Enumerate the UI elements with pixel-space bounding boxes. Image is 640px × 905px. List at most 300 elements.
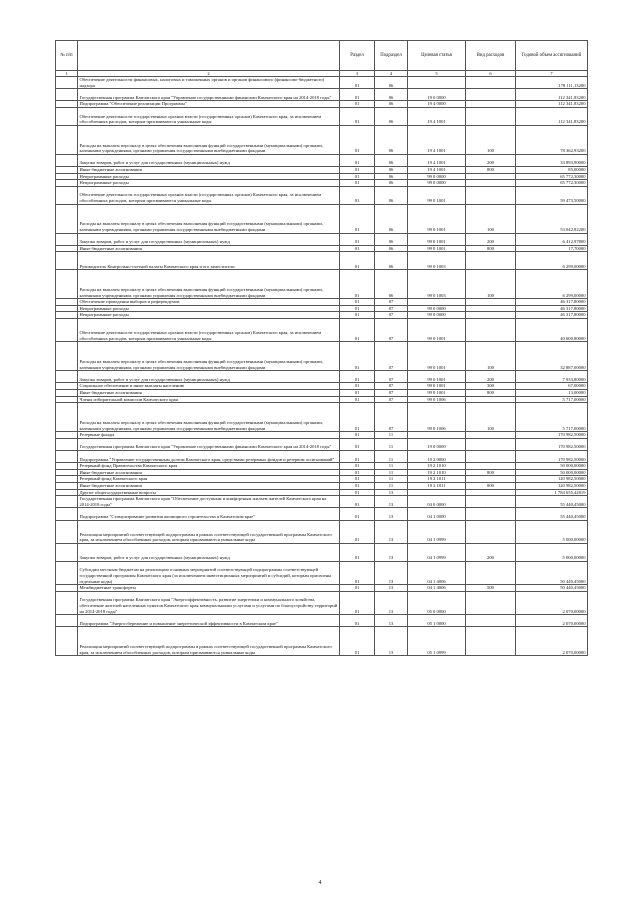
cell-amount: 178 111,13200 xyxy=(516,77,588,89)
cell-name: Обеспечение деятельности финансовых, налоговых и таможенных органов и органов финансового (финансово-бюджетного) надзора xyxy=(78,77,340,89)
table-row xyxy=(56,520,588,543)
cell-number xyxy=(56,245,78,252)
cell-razdel: 01 xyxy=(340,312,375,319)
cell-number xyxy=(56,312,78,319)
cell-podrazdel: 06 xyxy=(375,186,408,204)
cell-name: Обеспечение деятельности государственных органов власти (государственных органов) Камчатского края, за исключением обособленных расходов, которым присваиваются уникальные коды xyxy=(78,186,340,204)
header-name xyxy=(78,41,340,71)
cell-podrazdel: 06 xyxy=(375,125,408,154)
cell-razdel: 01 xyxy=(340,299,375,306)
cell-razdel: 01 xyxy=(340,432,375,439)
cell-name: Непрограммные расходы xyxy=(78,180,340,187)
cell-expense-type: 200 xyxy=(466,371,516,383)
cell-amount: 50 000,00000 xyxy=(516,463,588,470)
cell-target-article: 99 0 1001 xyxy=(408,233,466,245)
cell-podrazdel: 13 xyxy=(375,508,408,520)
cell-target-article: 19 2 1010 xyxy=(408,469,466,476)
cell-podrazdel: 06 xyxy=(375,173,408,180)
table-row xyxy=(56,438,588,450)
cell-number xyxy=(56,463,78,470)
table-row xyxy=(56,403,588,432)
cell-razdel: 01 xyxy=(340,585,375,592)
cell-expense-type xyxy=(466,252,516,270)
cell-number xyxy=(56,318,78,341)
column-number: 3 xyxy=(340,71,375,77)
cell-razdel: 01 xyxy=(340,180,375,187)
cell-amount: 112 341,83200 xyxy=(516,89,588,101)
cell-razdel: 01 xyxy=(340,305,375,312)
cell-amount: 112 341,83200 xyxy=(516,101,588,108)
cell-razdel: 01 xyxy=(340,508,375,520)
cell-podrazdel: 11 xyxy=(375,476,408,483)
table-row xyxy=(56,476,588,483)
cell-expense-type: 200 xyxy=(466,154,516,166)
cell-target-article: 99 0 1001 xyxy=(408,245,466,252)
cell-name: Иные бюджетные ассигнования xyxy=(78,245,340,252)
cell-number xyxy=(56,77,78,89)
cell-amount: 59 473,50000 xyxy=(516,186,588,204)
cell-expense-type xyxy=(466,476,516,483)
cell-expense-type xyxy=(466,627,516,656)
cell-razdel: 01 xyxy=(340,543,375,561)
cell-name: Расходы на выплаты персоналу в целях обеспечения выполнения функций государственными (муниципальными) органами, казенными учреждениями, органами управления государственными внебюджетными фондами xyxy=(78,270,340,299)
cell-target-article: 99 0 1001 xyxy=(408,186,466,204)
table-row xyxy=(56,204,588,233)
cell-name: Расходы на выплаты персоналу в целях обеспечения выполнения функций государственными (муниципальными) органами, казенными учреждениями, органами управления государственными внебюджетными фондами xyxy=(78,403,340,432)
cell-name: Закупка товаров, работ и услуг для государственных (муниципальных) нужд xyxy=(78,154,340,166)
cell-podrazdel: 06 xyxy=(375,180,408,187)
cell-amount: 5 000,00000 xyxy=(516,520,588,543)
cell-razdel: 01 xyxy=(340,186,375,204)
cell-number xyxy=(56,627,78,656)
cell-number xyxy=(56,543,78,561)
cell-target-article: 99 0 1001 xyxy=(408,342,466,371)
table-row xyxy=(56,318,588,341)
cell-number xyxy=(56,615,78,627)
cell-amount: 1 784 655,42819 xyxy=(516,489,588,496)
cell-podrazdel: 13 xyxy=(375,561,408,584)
cell-podrazdel: 07 xyxy=(375,299,408,306)
cell-expense-type xyxy=(466,299,516,306)
table-row xyxy=(56,89,588,101)
cell-number xyxy=(56,107,78,125)
cell-razdel: 01 xyxy=(340,101,375,108)
cell-expense-type: 800 xyxy=(466,469,516,476)
cell-expense-type xyxy=(466,438,516,450)
cell-razdel: 01 xyxy=(340,233,375,245)
cell-name: Другие общегосударственные вопросы xyxy=(78,489,340,496)
cell-expense-type xyxy=(466,432,516,439)
cell-amount: 2 070,00000 xyxy=(516,615,588,627)
cell-name: Иные бюджетные ассигнования xyxy=(78,390,340,397)
cell-amount: 7 933,80000 xyxy=(516,371,588,383)
cell-razdel: 01 xyxy=(340,252,375,270)
cell-expense-type xyxy=(466,77,516,89)
cell-number xyxy=(56,233,78,245)
cell-podrazdel: 07 xyxy=(375,390,408,397)
cell-number xyxy=(56,489,78,496)
cell-amount: 65 772,30000 xyxy=(516,173,588,180)
column-number: 1 xyxy=(56,71,78,77)
cell-target-article: 19 4 0000 xyxy=(408,101,466,108)
cell-podrazdel: 13 xyxy=(375,520,408,543)
cell-expense-type xyxy=(466,508,516,520)
cell-podrazdel: 07 xyxy=(375,305,408,312)
cell-expense-type: 800 xyxy=(466,483,516,490)
cell-expense-type: 100 xyxy=(466,125,516,154)
table-row xyxy=(56,463,588,470)
cell-name: Реализация мероприятий соответствующей подпрограммы в рамках соответствующей государственной программы Камчатского края, за исключением обособленных расходов, которым присваиваются уникальные коды xyxy=(78,627,340,656)
cell-name: Расходы на выплаты персоналу в целях обеспечения выполнения функций государственными (муниципальными) органами, казенными учреждениями, органами управления государственными внебюджетными фондами xyxy=(78,125,340,154)
cell-target-article: 04 1 4006 xyxy=(408,561,466,584)
cell-expense-type xyxy=(466,561,516,584)
cell-expense-type xyxy=(466,451,516,463)
table-row xyxy=(56,252,588,270)
cell-podrazdel: 06 xyxy=(375,204,408,233)
table-row xyxy=(56,305,588,312)
cell-podrazdel: 11 xyxy=(375,451,408,463)
cell-razdel: 01 xyxy=(340,245,375,252)
budget-table xyxy=(55,40,588,656)
cell-podrazdel: 13 xyxy=(375,591,408,614)
header-annual-amount: Годовой объем ассигнований xyxy=(516,41,588,71)
cell-number xyxy=(56,383,78,390)
cell-number xyxy=(56,508,78,520)
cell-target-article: 99 0 0000 xyxy=(408,173,466,180)
cell-amount: 170 982,50000 xyxy=(516,438,588,450)
cell-target-article: 19 4 1001 xyxy=(408,166,466,173)
cell-name: Обеспечение деятельности государственных органов власти (государственных органов) Камчатского края, за исключением обособленных расходов, которым присваиваются уникальные коды xyxy=(78,318,340,341)
cell-razdel: 01 xyxy=(340,463,375,470)
cell-amount: 40 600,80000 xyxy=(516,318,588,341)
cell-podrazdel: 13 xyxy=(375,585,408,592)
cell-razdel: 01 xyxy=(340,390,375,397)
cell-amount: 46 317,80000 xyxy=(516,312,588,319)
table-row xyxy=(56,390,588,397)
cell-razdel: 01 xyxy=(340,520,375,543)
cell-target-article: 99 0 1001 xyxy=(408,383,466,390)
table-row xyxy=(56,615,588,627)
cell-amount: 120 982,50000 xyxy=(516,476,588,483)
table-row xyxy=(56,585,588,592)
cell-amount: 50 440,45000 xyxy=(516,561,588,584)
cell-podrazdel: 11 xyxy=(375,483,408,490)
cell-razdel: 01 xyxy=(340,204,375,233)
table-row xyxy=(56,173,588,180)
cell-amount: 33 893,90000 xyxy=(516,154,588,166)
cell-target-article: 99 0 1006 xyxy=(408,403,466,432)
table-row xyxy=(56,383,588,390)
cell-amount: 55 440,45000 xyxy=(516,496,588,508)
cell-name: Непрограммные расходы xyxy=(78,312,340,319)
cell-target-article: 19 0 0000 xyxy=(408,438,466,450)
cell-target-article: 05 1 0000 xyxy=(408,615,466,627)
cell-amount: 85,00000 xyxy=(516,166,588,173)
cell-amount: 46 317,80000 xyxy=(516,299,588,306)
cell-podrazdel: 07 xyxy=(375,312,408,319)
cell-expense-type: 800 xyxy=(466,390,516,397)
cell-amount: 50 000,00000 xyxy=(516,469,588,476)
table-row xyxy=(56,166,588,173)
cell-expense-type: 100 xyxy=(466,342,516,371)
cell-number xyxy=(56,299,78,306)
table-row xyxy=(56,451,588,463)
cell-number xyxy=(56,591,78,614)
cell-expense-type: 800 xyxy=(466,166,516,173)
cell-target-article: 99 0 1003 xyxy=(408,270,466,299)
cell-expense-type xyxy=(466,520,516,543)
cell-number xyxy=(56,469,78,476)
table-row xyxy=(56,469,588,476)
cell-podrazdel: 06 xyxy=(375,107,408,125)
cell-razdel: 01 xyxy=(340,469,375,476)
cell-name: Обеспечение деятельности государственных органов власти (государственных органов) Камчатского края, за исключением обособленных расходов, которым присваиваются уникальные коды xyxy=(78,107,340,125)
cell-razdel: 01 xyxy=(340,342,375,371)
table-body xyxy=(56,77,588,656)
cell-name: Резервный фонд Камчатского края xyxy=(78,476,340,483)
cell-razdel: 01 xyxy=(340,476,375,483)
cell-target-article: 19 0 0000 xyxy=(408,89,466,101)
header-razdel: Раздел xyxy=(340,41,375,71)
cell-target-article: 99 0 0000 xyxy=(408,180,466,187)
cell-number xyxy=(56,125,78,154)
cell-amount: 46 317,80000 xyxy=(516,305,588,312)
cell-amount: 65 772,30000 xyxy=(516,180,588,187)
cell-number xyxy=(56,154,78,166)
column-number: 4 xyxy=(375,71,408,77)
cell-razdel: 01 xyxy=(340,591,375,614)
table-row xyxy=(56,342,588,371)
cell-amount: 5 717,00000 xyxy=(516,396,588,403)
cell-podrazdel: 07 xyxy=(375,318,408,341)
table-row xyxy=(56,543,588,561)
cell-expense-type: 100 xyxy=(466,403,516,432)
cell-amount: 13,00000 xyxy=(516,390,588,397)
cell-target-article: 04 1 0000 xyxy=(408,508,466,520)
cell-target-article: 04 1 4006 xyxy=(408,585,466,592)
cell-razdel: 01 xyxy=(340,89,375,101)
cell-podrazdel: 07 xyxy=(375,383,408,390)
cell-target-article: 99 0 1001 xyxy=(408,390,466,397)
cell-podrazdel: 06 xyxy=(375,154,408,166)
cell-expense-type xyxy=(466,591,516,614)
cell-amount: 120 982,50000 xyxy=(516,483,588,490)
cell-razdel: 01 xyxy=(340,173,375,180)
table-row xyxy=(56,489,588,496)
cell-target-article: 19 4 1001 xyxy=(408,154,466,166)
cell-podrazdel: 13 xyxy=(375,615,408,627)
cell-target-article: 05 1 0999 xyxy=(408,627,466,656)
cell-podrazdel: 06 xyxy=(375,101,408,108)
cell-expense-type xyxy=(466,101,516,108)
cell-podrazdel: 13 xyxy=(375,489,408,496)
cell-number xyxy=(56,561,78,584)
cell-podrazdel: 11 xyxy=(375,463,408,470)
cell-expense-type: 200 xyxy=(466,543,516,561)
cell-podrazdel: 06 xyxy=(375,89,408,101)
cell-amount: 32 887,00000 xyxy=(516,342,588,371)
cell-expense-type xyxy=(466,489,516,496)
cell-name: Государственная программа Камчатского края "Энергоэффективность, развитие энергетики и коммунального хозяйства, обеспечение жителей населенных пунктов Камчатского края коммунальными услугами и услугами по благоустройству территорий на 2014-2018 годы" xyxy=(78,591,340,614)
cell-name: Социальное обеспечение и иные выплаты населению xyxy=(78,383,340,390)
cell-target-article: 99 0 1001 xyxy=(408,204,466,233)
table-row xyxy=(56,270,588,299)
table-row xyxy=(56,396,588,403)
cell-podrazdel: 13 xyxy=(375,627,408,656)
cell-number xyxy=(56,180,78,187)
cell-razdel: 01 xyxy=(340,166,375,173)
cell-number xyxy=(56,390,78,397)
cell-number xyxy=(56,252,78,270)
cell-amount: 5 717,00000 xyxy=(516,403,588,432)
cell-expense-type xyxy=(466,463,516,470)
cell-expense-type xyxy=(466,396,516,403)
cell-amount: 170 982,50000 xyxy=(516,451,588,463)
cell-number xyxy=(56,101,78,108)
cell-podrazdel: 13 xyxy=(375,543,408,561)
cell-razdel: 01 xyxy=(340,77,375,89)
cell-podrazdel: 11 xyxy=(375,432,408,439)
cell-podrazdel: 06 xyxy=(375,252,408,270)
table-row xyxy=(56,371,588,383)
header-number: № п/п xyxy=(56,41,78,71)
cell-expense-type: 800 xyxy=(466,245,516,252)
cell-razdel: 01 xyxy=(340,496,375,508)
cell-razdel: 01 xyxy=(340,627,375,656)
cell-podrazdel: 13 xyxy=(375,496,408,508)
cell-number xyxy=(56,89,78,101)
cell-podrazdel: 06 xyxy=(375,166,408,173)
cell-number xyxy=(56,396,78,403)
cell-razdel: 01 xyxy=(340,154,375,166)
cell-amount: 2 070,00000 xyxy=(516,627,588,656)
column-number: 6 xyxy=(466,71,516,77)
table-row xyxy=(56,180,588,187)
cell-name: Расходы на выплаты персоналу в целях обеспечения выполнения функций государственными (муниципальными) органами, казенными учреждениями, органами управления государственными внебюджетными фондами xyxy=(78,204,340,233)
cell-number xyxy=(56,520,78,543)
cell-podrazdel: 06 xyxy=(375,245,408,252)
cell-target-article: 99 0 1006 xyxy=(408,396,466,403)
column-number: 5 xyxy=(408,71,466,77)
cell-name: Реализация мероприятий соответствующей подпрограммы в рамках соответствующей государственной программы Камчатского края, за исключением обособленных расходов, которым присваиваются уникальные коды xyxy=(78,520,340,543)
table-row xyxy=(56,483,588,490)
column-number: 7 xyxy=(516,71,588,77)
cell-expense-type xyxy=(466,173,516,180)
cell-expense-type: 300 xyxy=(466,383,516,390)
cell-target-article xyxy=(408,77,466,89)
cell-number xyxy=(56,438,78,450)
cell-target-article: 19 2 1010 xyxy=(408,463,466,470)
cell-podrazdel: 07 xyxy=(375,371,408,383)
cell-number xyxy=(56,305,78,312)
cell-target-article: 19 4 1001 xyxy=(408,125,466,154)
table-row xyxy=(56,154,588,166)
table-row xyxy=(56,591,588,614)
cell-expense-type: 100 xyxy=(466,270,516,299)
cell-expense-type: 100 xyxy=(466,204,516,233)
cell-name: Закупка товаров, работ и услуг для государственных (муниципальных) нужд xyxy=(78,233,340,245)
cell-name: Члены избирательной комиссии Камчатского края xyxy=(78,396,340,403)
cell-number xyxy=(56,371,78,383)
cell-name: Закупка товаров, работ и услуг для государственных (муниципальных) нужд xyxy=(78,371,340,383)
cell-razdel: 01 xyxy=(340,483,375,490)
cell-amount: 170 982,50000 xyxy=(516,432,588,439)
cell-target-article: 04 1 0999 xyxy=(408,520,466,543)
header-target-article: Целевая статья xyxy=(408,41,466,71)
table-row xyxy=(56,312,588,319)
cell-name: Государственная программа Камчатского края "Обеспечение доступным и комфортным жильем жителей Камчатского края на 2014-2018 годы" xyxy=(78,496,340,508)
cell-number xyxy=(56,476,78,483)
cell-target-article: 19 2 1011 xyxy=(408,483,466,490)
cell-razdel: 01 xyxy=(340,403,375,432)
cell-number xyxy=(56,432,78,439)
cell-razdel: 01 xyxy=(340,371,375,383)
cell-name: Иные бюджетные ассигнования xyxy=(78,469,340,476)
cell-target-article xyxy=(408,432,466,439)
cell-razdel: 01 xyxy=(340,396,375,403)
cell-name: Резервный фонд Правительства Камчатского края xyxy=(78,463,340,470)
cell-razdel: 01 xyxy=(340,438,375,450)
table-row xyxy=(56,186,588,204)
cell-name: Расходы на выплаты персоналу в целях обеспечения выполнения функций государственными (муниципальными) органами, казенными учреждениями, органами управления государственными внебюджетными фондами xyxy=(78,342,340,371)
cell-target-article: 04 1 0999 xyxy=(408,543,466,561)
cell-name: Государственная программа Камчатского края "Управление государственными финансами Камчатского края на 2014-2018 годы" xyxy=(78,89,340,101)
cell-name: Непрограммные расходы xyxy=(78,305,340,312)
cell-expense-type xyxy=(466,312,516,319)
cell-expense-type xyxy=(466,107,516,125)
cell-name: Иные бюджетные ассигнования xyxy=(78,166,340,173)
cell-target-article: 99 0 1001 xyxy=(408,371,466,383)
cell-amount: 78 362,93200 xyxy=(516,125,588,154)
cell-razdel: 01 xyxy=(340,561,375,584)
table-row xyxy=(56,496,588,508)
table-row xyxy=(56,627,588,656)
cell-amount: 2 070,00000 xyxy=(516,591,588,614)
cell-number xyxy=(56,342,78,371)
cell-expense-type xyxy=(466,186,516,204)
cell-number xyxy=(56,173,78,180)
cell-amount: 6 299,00000 xyxy=(516,270,588,299)
cell-target-article xyxy=(408,299,466,306)
cell-target-article: 19 2 0000 xyxy=(408,451,466,463)
cell-number xyxy=(56,483,78,490)
cell-name: Государственная программа Камчатского края "Управление государственными финансами Камчатского края на 2014-2018 годы" xyxy=(78,438,340,450)
cell-target-article: 04 0 0000 xyxy=(408,496,466,508)
table-row xyxy=(56,508,588,520)
cell-razdel: 01 xyxy=(340,270,375,299)
cell-razdel: 01 xyxy=(340,318,375,341)
cell-amount: 112 341,83200 xyxy=(516,107,588,125)
cell-amount: 17,70000 xyxy=(516,245,588,252)
cell-number xyxy=(56,585,78,592)
cell-number xyxy=(56,166,78,173)
cell-expense-type: 200 xyxy=(466,233,516,245)
cell-name: Подпрограмма "Управление государственным долгом Камчатского края, средствами резервных фондов и резервом ассигнований" xyxy=(78,451,340,463)
cell-target-article: 19 2 1011 xyxy=(408,476,466,483)
cell-name: Подпрограмма "Энергосбережение и повышение энергетической эффективности в Камчатском крае" xyxy=(78,615,340,627)
cell-name: Руководитель Контрольно-счетной палаты Камчатского края и его заместители xyxy=(78,252,340,270)
table-header-row xyxy=(56,41,588,71)
table-row xyxy=(56,561,588,584)
cell-target-article: 05 0 0000 xyxy=(408,591,466,614)
cell-podrazdel: 06 xyxy=(375,77,408,89)
cell-razdel: 01 xyxy=(340,615,375,627)
cell-razdel: 01 xyxy=(340,107,375,125)
cell-podrazdel: 07 xyxy=(375,396,408,403)
cell-podrazdel: 06 xyxy=(375,270,408,299)
cell-target-article: 99 0 1003 xyxy=(408,252,466,270)
cell-razdel: 01 xyxy=(340,489,375,496)
